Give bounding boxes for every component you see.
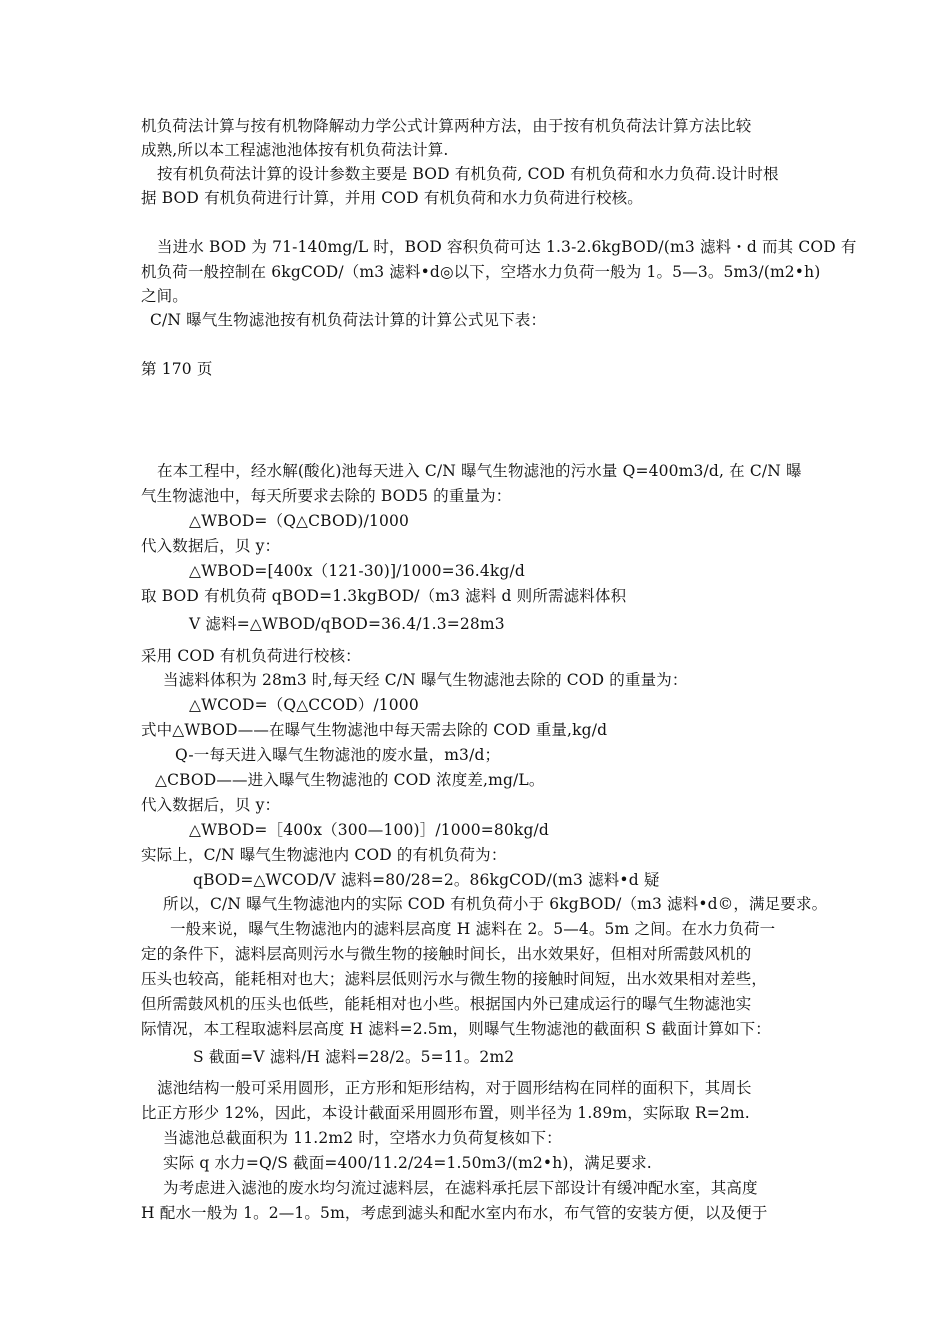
paragraph-line: 代入数据后，贝 y： [141, 796, 281, 814]
paragraph-line: 为考虑进入滤池的废水均匀流过滤料层，在滤料承托层下部设计有缓冲配水室，其高度 [163, 1179, 758, 1197]
formula-line: △WBOD=（Q△CBOD)/1000 [189, 512, 410, 530]
paragraph-line: 定的条件下，滤料层高则污水与微生物的接触时间长，出水效果好，但相对所需鼓风机的 [141, 945, 752, 963]
paragraph-line: 际情况，本工程取滤料层高度 H 滤料=2.5m，则曝气生物滤池的截面积 S 截面计算如下： [141, 1020, 771, 1038]
paragraph-line: H 配水一般为 1。2—1。5m，考虑到滤头和配水室内布水，布气管的安装方便，以及便于 [141, 1204, 768, 1222]
paragraph-line: 但所需鼓风机的压头也低些，能耗相对也小些。根据国内外已建成运行的曝气生物滤池实 [141, 995, 752, 1013]
formula-line: V 滤料=△WBOD/qBOD=36.4/1.3=28m3 [189, 615, 505, 633]
formula-line: qBOD=△WCOD/V 滤料=80/28=2。86kgCOD/(m3 滤料•d 疑 [193, 871, 660, 889]
paragraph-line: 当滤池总截面积为 11.2m2 时，空塔水力负荷复核如下： [163, 1129, 562, 1147]
paragraph-line: △CBOD——进入曝气生物滤池的 COD 浓度差,mg/L。 [155, 771, 545, 789]
paragraph-line: 取 BOD 有机负荷 qBOD=1.3kgBOD/（m3 滤料 d 则所需滤料体积 [141, 587, 627, 605]
paragraph-line: 据 BOD 有机负荷进行计算，并用 COD 有机负荷和水力负荷进行校核。 [141, 189, 643, 207]
paragraph-line: 机负荷法计算与按有机物降解动力学公式计算两种方法，由于按有机负荷法计算方法比较 [141, 117, 752, 135]
formula-line: △WCOD=（Q△CCOD）/1000 [189, 696, 419, 714]
page-number: 第 170 页 [141, 360, 213, 378]
paragraph-line: 实际 q 水力=Q/S 截面=400/11.2/24=1.50m3/(m2•h)，满足要求. [163, 1154, 652, 1172]
paragraph-line: 机负荷一般控制在 6kgCOD/（m3 滤料•d◎以下，空塔水力负荷一般为 1。5—3。5m3/(m2•h) [141, 263, 821, 281]
paragraph-line: 当滤料体积为 28m3 时,每天经 C/N 曝气生物滤池去除的 COD 的重量为： [163, 671, 688, 689]
paragraph-line: 比正方形少 12%，因此，本设计截面采用圆形布置，则半径为 1.89m，实际取 R=2m. [141, 1104, 750, 1122]
paragraph-line: 压头也较高，能耗相对也大；滤料层低则污水与微生物的接触时间短，出水效果相对差些， [141, 970, 768, 988]
paragraph-line: 在本工程中，经水解(酸化)池每天进入 C/N 曝气生物滤池的污水量 Q=400m3/d, 在 C/N 曝 [157, 462, 802, 480]
paragraph-line: 按有机负荷法计算的设计参数主要是 BOD 有机负荷, COD 有机负荷和水力负荷.设计时根 [157, 165, 779, 183]
paragraph-line: 气生物滤池中，每天所要求去除的 BOD5 的重量为： [141, 487, 512, 505]
paragraph-line: 实际上，C/N 曝气生物滤池内 COD 的有机负荷为： [141, 846, 507, 864]
formula-line: S 截面=V 滤料/H 滤料=28/2。5=11。2m2 [193, 1048, 515, 1066]
paragraph-line: 所以，C/N 曝气生物滤池内的实际 COD 有机负荷小于 6kgBOD/（m3 滤料•d©，满足要求。 [163, 895, 828, 913]
paragraph-line: C/N 曝气生物滤池按有机负荷法计算的计算公式见下表： [150, 311, 547, 329]
paragraph-line: 代入数据后，贝 y： [141, 537, 281, 555]
paragraph-line: 成熟,所以本工程滤池池体按有机负荷法计算. [141, 141, 449, 159]
paragraph-line: Q-一每天进入曝气生物滤池的废水量，m3/d； [175, 746, 501, 764]
paragraph-line: 式中△WBOD——在曝气生物滤池中每天需去除的 COD 重量,kg/d [141, 721, 608, 739]
formula-line: △WBOD=［400x（300—100)］/1000=80kg/d [189, 821, 549, 839]
formula-line: △WBOD=[400x（121-30)]/1000=36.4kg/d [189, 562, 525, 580]
paragraph-line: 采用 COD 有机负荷进行校核： [141, 647, 361, 665]
paragraph-line: 滤池结构一般可采用圆形，正方形和矩形结构，对于圆形结构在同样的面积下，其周长 [157, 1079, 752, 1097]
paragraph-line: 当进水 BOD 为 71-140mg/L 时，BOD 容积负荷可达 1.3-2.6kgBOD/(m3 滤料・d 而其 COD 有 [157, 238, 857, 256]
paragraph-line: 之间。 [141, 287, 188, 305]
paragraph-line: 一般来说，曝气生物滤池内的滤料层高度 H 滤料在 2。5—4。5m 之间。在水力负荷一 [170, 920, 776, 938]
